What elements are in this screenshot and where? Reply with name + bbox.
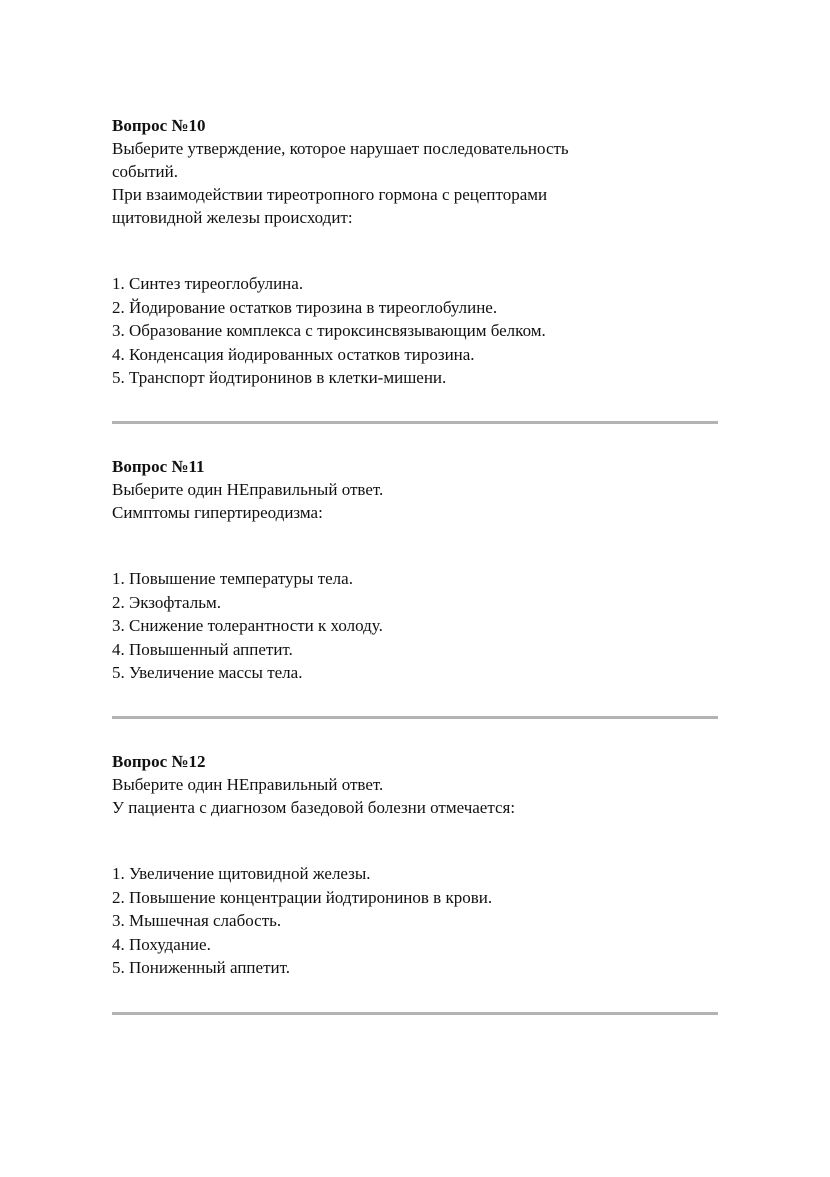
section-divider	[112, 1012, 718, 1015]
answer-option: 4. Конденсация йодированных остатков тирозина.	[112, 344, 475, 364]
answer-option: 2. Повышение концентрации йодтиронинов в крови.	[112, 887, 493, 907]
answer-option: 2. Экзофтальм.	[112, 592, 221, 612]
question-title: Вопрос №12	[112, 752, 206, 771]
section-divider	[112, 421, 718, 424]
section-divider	[112, 716, 718, 719]
answer-option: 4. Похудание.	[112, 934, 211, 954]
question-text-line: Симптомы гипертиреодизма:	[112, 503, 323, 522]
answer-option: 3. Образование комплекса с тироксинсвязывающим белком.	[112, 321, 546, 340]
question-title: Вопрос №11	[112, 457, 205, 476]
answer-option: 1. Повышение температуры тела.	[112, 569, 353, 588]
question-text-line: У пациента с диагнозом базедовой болезни отмечается:	[112, 798, 516, 817]
answer-option: 1. Синтез тиреоглобулина.	[112, 274, 304, 293]
question-12	[112, 750, 718, 980]
answer-options	[112, 567, 718, 685]
question-text-line: При взаимодействии тиреотропного гормона с рецепторами	[112, 185, 548, 204]
answer-option: 5. Увеличение массы тела.	[112, 663, 303, 682]
answer-option: 5. Транспорт йодтиронинов в клетки-мишени.	[112, 368, 447, 387]
question-text-line: щитовидной железы происходит:	[112, 208, 353, 227]
question-text-line: Выберите один НЕправильный ответ.	[112, 775, 384, 794]
question-11	[112, 455, 718, 685]
answer-option: 4. Повышенный аппетит.	[112, 639, 293, 659]
question-text-line: Выберите один НЕправильный ответ.	[112, 480, 384, 499]
question-10	[112, 114, 718, 390]
answer-option: 3. Снижение толерантности к холоду.	[112, 616, 383, 635]
answer-option: 5. Пониженный аппетит.	[112, 958, 290, 977]
answer-option: 3. Мышечная слабость.	[112, 911, 282, 930]
question-title: Вопрос №10	[112, 116, 206, 135]
answer-option: 2. Йодирование остатков тирозина в тиреоглобулине.	[112, 297, 498, 317]
answer-options	[112, 272, 718, 390]
question-text-line: Выберите утверждение, которое нарушает последовательность	[112, 139, 569, 158]
question-text-line: событий.	[112, 162, 178, 181]
answer-option: 1. Увеличение щитовидной железы.	[112, 864, 371, 883]
answer-options	[112, 862, 718, 980]
